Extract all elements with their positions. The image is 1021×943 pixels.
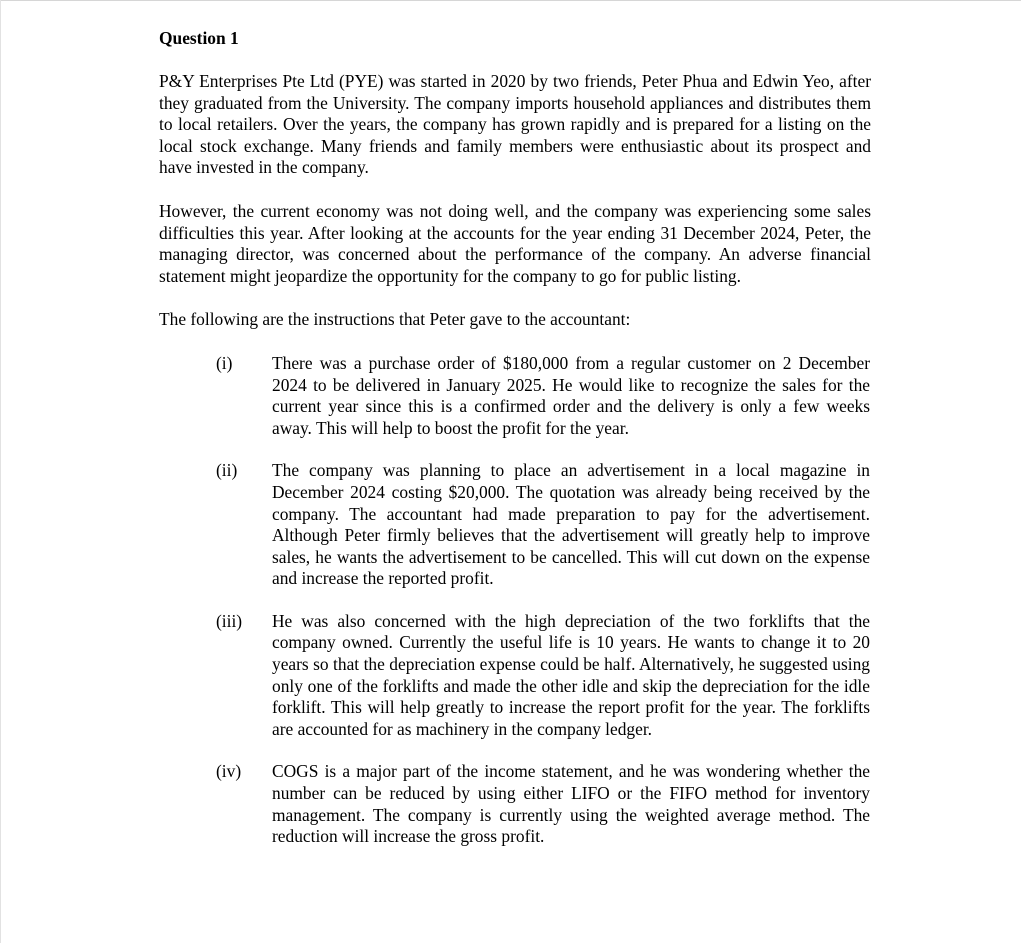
page-top-edge [0, 0, 1021, 1]
instruction-item-i [159, 353, 871, 439]
question-heading: Question 1 [159, 28, 239, 48]
document-body [159, 27, 871, 869]
instruction-item-ii [159, 460, 871, 590]
situation-paragraph: However, the current economy was not doing well, and the company was experiencing some sales difficulties this year. After looking at the accounts for the year ending 31 December 2024, Peter, the managing director, was concerned about the performance of the company. An adverse financial statement might jeopardize the opportunity for the company to go for public listing. [159, 200, 871, 286]
instruction-label: (iii) [216, 610, 243, 631]
instruction-text: COGS is a major part of the income statement, and he was wondering whether the number can be reduced by using either LIFO or the FIFO method for inventory management. The company is currently using the weighted average method. The reduction will increase the gross profit. [272, 761, 870, 847]
instruction-text: He was also concerned with the high depreciation of the two forklifts that the company owned. Currently the useful life is 10 years. He wants to change it to 20 years so that the depreciation expense could be half. Alternatively, he suggested using only one of the forklifts and made the other idle and skip the depreciation for the idle forklift. This will help greatly to increase the report profit for the year. The forklifts are accounted for as machinery in the company ledger. [272, 610, 870, 739]
page-left-edge [0, 0, 1, 943]
instruction-text: The company was planning to place an advertisement in a local magazine in December 2024 costing $20,000. The quotation was already being received by the company. The accountant had made preparation to pay for the advertisement. Although Peter firmly believes that the advertisement will greatly help to improve sales, he wants the advertisement to be cancelled. This will cut down on the expense and increase the reported profit. [272, 460, 870, 589]
instructions-intro: The following are the instructions that Peter gave to the accountant: [159, 309, 631, 330]
instruction-list [159, 353, 871, 848]
instruction-label: (i) [216, 352, 233, 373]
background-paragraph: P&Y Enterprises Pte Ltd (PYE) was started in 2020 by two friends, Peter Phua and Edwin Yeo, after they graduated from the University. The company imports household appliances and distributes them to local retailers. Over the years, the company has grown rapidly and is prepared for a listing on the local stock exchange. Many friends and family members were enthusiastic about its prospect and have invested in the company. [159, 71, 871, 178]
instruction-item-iv [159, 761, 871, 847]
instruction-item-iii [159, 611, 871, 741]
instruction-label: (iv) [216, 761, 242, 782]
instruction-label: (ii) [216, 460, 238, 481]
instruction-text: There was a purchase order of $180,000 from a regular customer on 2 December 2024 to be delivered in January 2025. He would like to recognize the sales for the current year since this is a confirmed order and the delivery is only a few weeks away. This will help to boost the profit for the year. [272, 352, 870, 438]
